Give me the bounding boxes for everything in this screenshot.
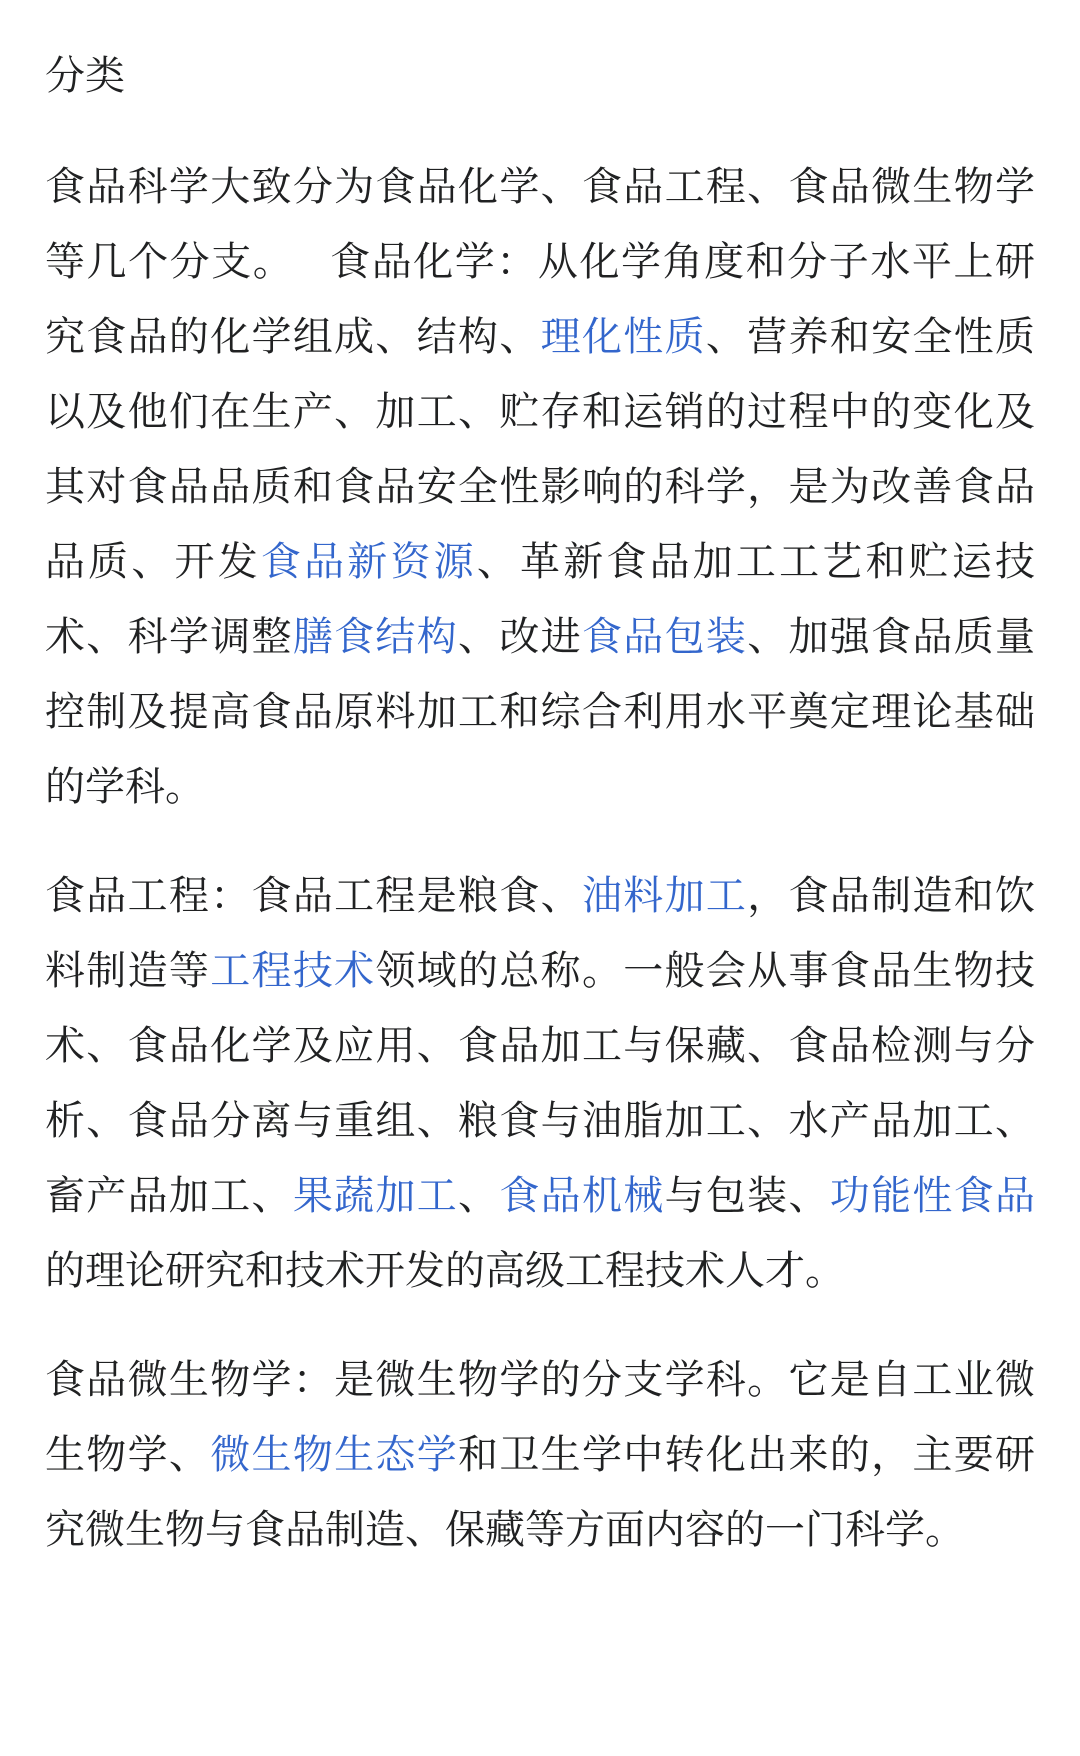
paragraph-text: 、革新食品加工工艺和贮运技术、科学调整 [45,539,1036,660]
paragraph-text: 、加强食品质量控制及提高食品原料加工和综合利用水平奠定理论基础的学科。 [45,614,1036,810]
link-fruit-vegetable-processing[interactable]: 果蔬加工 [292,1173,459,1219]
link-physicochemical-properties[interactable]: 理化性质 [540,314,706,360]
paragraph-text: 领域的总称。一般会从事食品生物技术、食品化学及应用、食品加工与保藏、食品检测与分析、食品分离与重组、粮食与油脂加工、水产品加工、畜产品加工、 [45,948,1036,1219]
link-food-machinery[interactable]: 食品机械 [499,1173,665,1219]
link-new-food-resources[interactable]: 食品新资源 [260,539,477,585]
paragraph-text: 食品工程：食品工程是粮食、 [45,873,582,919]
paragraph-text: 与包装、 [664,1173,830,1219]
paragraph-food-chemistry [45,150,1035,825]
paragraph-text: 食品微生物学：是微生物学的分支学科。它是自工业微生物学、 [45,1357,1035,1478]
paragraph-text: 食品科学大致分为食品化学、食品工程、食品微生物学等几个分支。 食品化学：从化学角度和分子水平上研究食品的化学组成、结构、 [45,164,1035,360]
link-food-packaging[interactable]: 食品包装 [581,614,748,660]
paragraph-text: 、营养和安全性质以及他们在生产、加工、贮存和运销的过程中的变化及其对食品品质和食品安全性影响的科学，是为改善食品品质、开发 [45,314,1036,585]
link-functional-food[interactable]: 功能性食品 [829,1173,1036,1219]
paragraph-text: ，食品制造和饮料制造等 [45,873,1036,994]
paragraph-text: 的理论研究和技术开发的高级工程技术人才。 [45,1248,845,1294]
paragraph-food-microbiology [45,1343,1035,1568]
paragraph-text: 、改进 [458,614,582,660]
paragraph-text: 、 [458,1173,500,1219]
section-heading: 分类 [45,53,125,99]
link-microbial-ecology[interactable]: 微生物生态学 [210,1432,459,1478]
paragraph-food-engineering [45,859,1035,1309]
paragraph-text: 和卫生学中转化出来的，主要研究微生物与食品制造、保藏等方面内容的一门科学。 [45,1432,1036,1553]
link-dietary-structure[interactable]: 膳食结构 [292,614,459,660]
link-oil-processing[interactable]: 油料加工 [581,873,748,919]
link-engineering-technology[interactable]: 工程技术 [210,948,376,994]
